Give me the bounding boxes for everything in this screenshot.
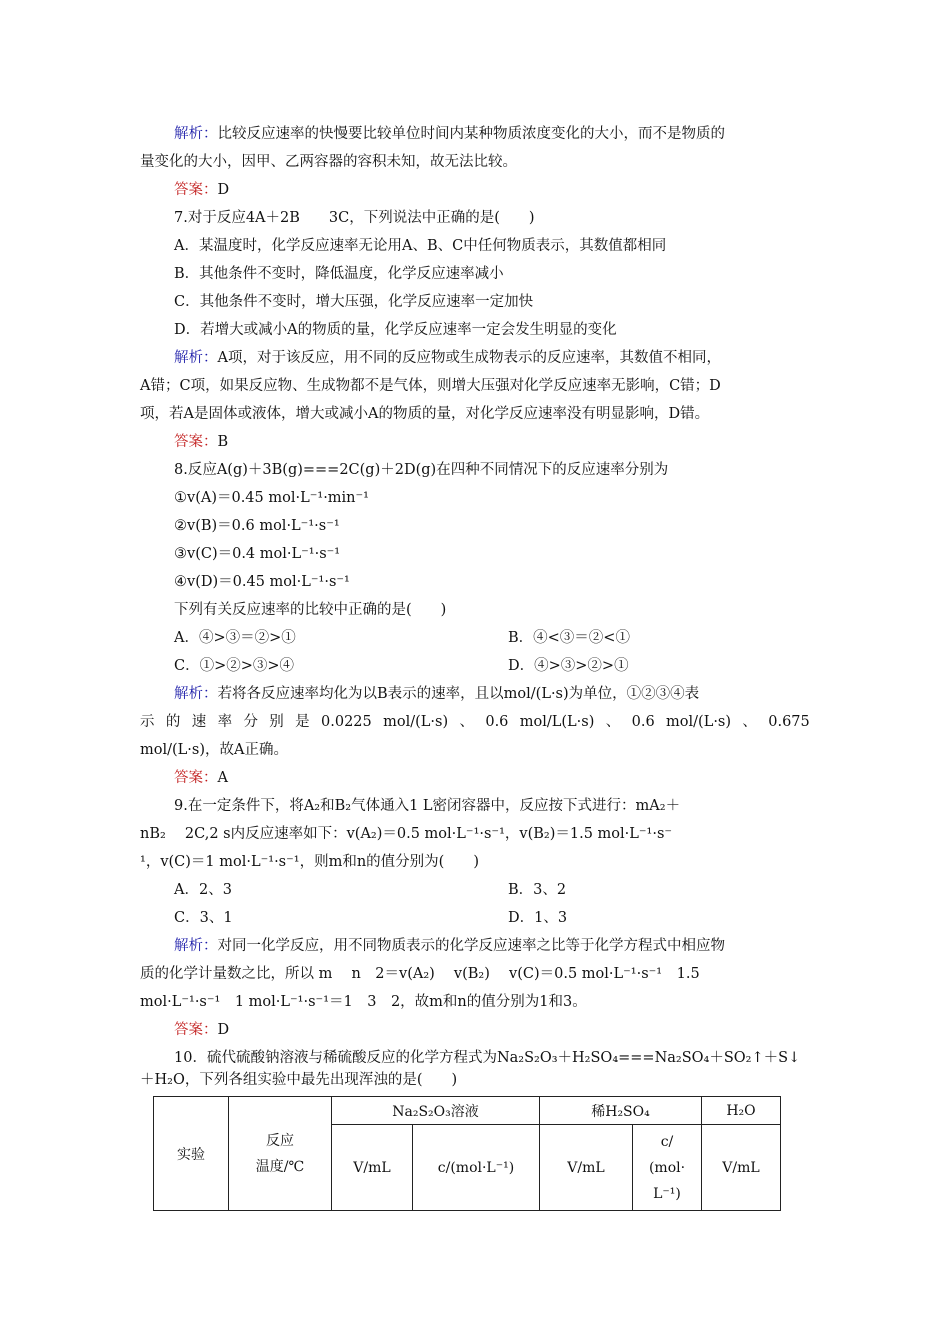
q9-stem-line1: 9.在一定条件下，将A₂和B₂气体通入1 L密闭容器中，反应按下式进行：mA₂＋ [174, 798, 681, 814]
q9-option-a: A．2、3 [174, 882, 232, 898]
q9-option-c: C．3、1 [174, 910, 233, 926]
header-experiment: 实验 [154, 1097, 229, 1211]
q7-answer: 答案：B [174, 434, 229, 450]
q8-condition-4: ④v(D)＝0.45 mol·L⁻¹·s⁻¹ [174, 574, 350, 590]
q8-condition-3: ③v(C)＝0.4 mol·L⁻¹·s⁻¹ [174, 546, 341, 562]
q9-answer: 答案：D [174, 1022, 230, 1038]
q8-option-b: B．④<③＝②<① [508, 630, 630, 646]
q6-answer: 答案：D [174, 182, 230, 198]
q9-analysis-line2: 质的化学计量数之比，所以 m n 2＝v(A₂) v(B₂) v(C)＝0.5 mol·L⁻¹·s⁻¹ 1.5 [140, 966, 700, 982]
q8-answer: 答案：A [174, 770, 228, 786]
q6-analysis-line2: 量变化的大小，因甲、乙两容器的容积未知，故无法比较。 [140, 154, 517, 170]
q7-option-d: D．若增大或减小A的物质的量，化学反应速率一定会发生明显的变化 [174, 322, 617, 338]
q8-condition-1: ①v(A)＝0.45 mol·L⁻¹·min⁻¹ [174, 490, 369, 506]
q7-option-c: C．其他条件不变时，增大压强，化学反应速率一定加快 [174, 294, 534, 310]
q8-analysis-line2: 示 的 速 率 分 别 是 0.0225 mol/(L·s) 、 0.6 mol/L(L·s) 、 0.6 mol/(L·s) 、 0.675 [140, 714, 810, 730]
q8-option-a: A．④>③＝②>① [174, 630, 296, 646]
experiment-table [153, 1096, 781, 1211]
q7-analysis-line3: 项，若A是固体或液体，增大或减小A的物质的量，对化学反应速率没有明显影响，D错。 [140, 406, 710, 422]
q9-stem-line3: ¹，v(C)＝1 mol·L⁻¹·s⁻¹，则m和n的值分别为( ) [140, 854, 479, 870]
q7-stem: 7.对于反应4A＋2B 3C，下列说法中正确的是( ) [174, 210, 535, 226]
q8-option-c: C．①>②>③>④ [174, 658, 295, 674]
header-h2so4-concentration: c/ (mol· L⁻¹) [633, 1125, 702, 1211]
header-h2so4: 稀H₂SO₄ [540, 1097, 702, 1125]
q8-condition-2: ②v(B)＝0.6 mol·L⁻¹·s⁻¹ [174, 518, 340, 534]
q9-analysis-line3: mol·L⁻¹·s⁻¹ 1 mol·L⁻¹·s⁻¹＝1 3 2，故m和n的值分别为1和3。 [140, 994, 587, 1010]
header-temperature: 反应 温度/℃ [229, 1097, 332, 1211]
q7-analysis-line1: 解析：A项，对于该反应，用不同的反应物或生成物表示的反应速率，其数值不相同， [174, 350, 721, 366]
header-na2s2o3: Na₂S₂O₃溶液 [332, 1097, 540, 1125]
q6-analysis-line1: 解析：比较反应速率的快慢要比较单位时间内某种物质浓度变化的大小，而不是物质的 [174, 126, 725, 142]
header-h2o: H₂O [702, 1097, 781, 1125]
q8-stem: 8.反应A(g)＋3B(g)===2C(g)＋2D(g)在四种不同情况下的反应速率分别为 [174, 462, 669, 478]
q10-stem-line1: 10．硫代硫酸钠溶液与稀硫酸反应的化学方程式为Na₂S₂O₃＋H₂SO₄===Na₂SO₄＋SO₂↑＋S↓ [174, 1050, 801, 1066]
q9-stem-line2: nB₂ 2C,2 s内反应速率如下：v(A₂)＝0.5 mol·L⁻¹·s⁻¹，v(B₂)＝1.5 mol·L⁻¹·s⁻ [140, 826, 673, 842]
q7-analysis-line2: A错；C项，如果反应物、生成物都不是气体，则增大压强对化学反应速率无影响，C错；D [140, 378, 721, 394]
q8-option-d: D．④>③>②>① [508, 658, 629, 674]
q7-option-a: A．某温度时，化学反应速率无论用A、B、C中任何物质表示，其数值都相同 [174, 238, 667, 254]
header-na-concentration: c/(mol·L⁻¹) [413, 1125, 540, 1211]
header-h2so4-volume: V/mL [540, 1125, 633, 1211]
q10-stem-line2: ＋H₂O，下列各组实验中最先出现浑浊的是( ) [140, 1072, 458, 1088]
q7-option-b: B．其他条件不变时，降低温度，化学反应速率减小 [174, 266, 504, 282]
q9-analysis-line1: 解析：对同一化学反应，用不同物质表示的化学反应速率之比等于化学方程式中相应物 [174, 938, 725, 954]
q8-analysis-line3: mol/(L·s)，故A正确。 [140, 742, 288, 758]
q8-question: 下列有关反应速率的比较中正确的是( ) [174, 602, 447, 618]
header-na-volume: V/mL [332, 1125, 413, 1211]
q9-option-b: B．3、2 [508, 882, 567, 898]
header-h2o-volume: V/mL [702, 1125, 781, 1211]
q9-option-d: D．1、3 [508, 910, 568, 926]
q8-analysis-line1: 解析：若将各反应速率均化为以B表示的速率，且以mol/(L·s)为单位，①②③④表 [174, 686, 700, 702]
